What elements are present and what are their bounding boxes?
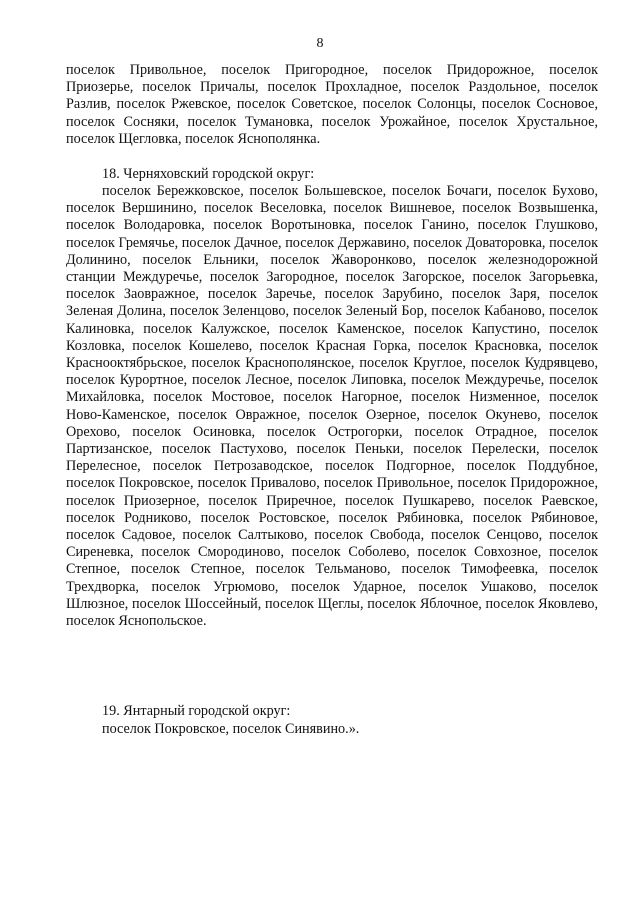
section-19-text: поселок Покровское, поселок Синявино.».	[102, 721, 360, 737]
section-18-heading: 18. Черняховский городской округ:	[102, 166, 315, 182]
section-18-body	[66, 183, 598, 630]
section-19-heading: 19. Янтарный городской округ:	[102, 703, 291, 719]
page-number: 8	[316, 36, 324, 51]
section-18-text: поселок Бережковское, поселок Большевское, поселок Бочаги, поселок Бухово, поселок Вершинино, поселок Веселовка, поселок Вишневое, поселок Возвышенка, поселок Володаровка, поселок Воротыновка, поселок Ганино, поселок Глушково, поселок Гремячье, поселок Дачное, поселок Державино, поселок Доваторовка, поселок Долинино, поселок Ельники, поселок Жаворонково, поселок железнодорожной станции Междуречье, поселок Загородное, поселок Загорское, поселок Загорьевка, поселок Заовражное, поселок Заречье, поселок Зарубино, поселок Заря, поселок Зеленая Долина, поселок Зеленцово, поселок Зеленый Бор, поселок Кабаново, поселок Калиновка, поселок Калужское, поселок Каменское, поселок Капустино, поселок Козловка, поселок Кошелево, поселок Красная Горка, поселок Красновка, поселок Краснооктябрьское, поселок Краснополянское, поселок Круглое, поселок Кудрявцево, поселок Курортное, поселок Лесное, поселок Липовка, поселок Междуречье, поселок Михайловка, поселок Мостовое, поселок Нагорное, поселок Низменное, поселок Ново-Каменское, поселок Овражное, поселок Озерное, поселок Окунево, поселок Орехово, поселок Осиновка, поселок Острогорки, поселок Отрадное, поселок Партизанское, поселок Пастухово, поселок Пеньки, поселок Перелески, поселок Перелесное, поселок Петрозаводское, поселок Подгорное, поселок Поддубное, поселок Покровское, поселок Привалово, поселок Привольное, поселок Придорожное, поселок Приозерное, поселок Приречное, поселок Пушкарево, поселок Раевское, поселок Родниково, поселок Ростовское, поселок Рябиновка, поселок Рябиновое, поселок Садовое, поселок Салтыково, поселок Свобода, поселок Сенцово, поселок Сиреневка, поселок Смородиново, поселок Соболево, поселок Совхозное, поселок Степное, поселок Степное, поселок Тельманово, поселок Тимофеевка, поселок Трехдворка, поселок Угрюмово, поселок Ударное, поселок Ушаково, поселок Шлюзное, поселок Шоссейный, поселок Щеглы, поселок Яблочное, поселок Яковлево, поселок Яснопольское.	[66, 183, 598, 630]
paragraph-continued-list	[66, 62, 598, 148]
paragraph-1-text: поселок Привольное, поселок Пригородное, поселок Придорожное, поселок Приозерье, поселок Причалы, поселок Прохладное, поселок Раздольное, поселок Разлив, поселок Ржевское, поселок Советское, поселок Солонцы, поселок Сосновое, поселок Сосняки, поселок Тумановка, поселок Урожайное, поселок Хрустальное, поселок Щегловка, поселок Яснополянка.	[66, 62, 598, 147]
